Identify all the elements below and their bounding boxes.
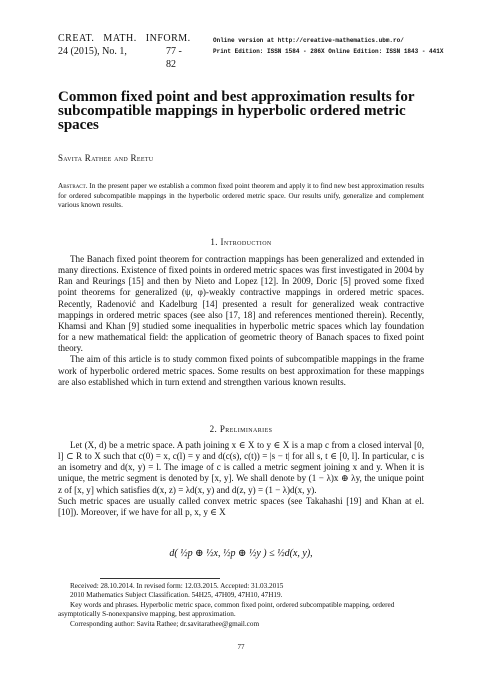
section-heading-introduction — [58, 237, 424, 247]
footnote-rule — [100, 578, 220, 579]
section-title: Introduction — [220, 237, 272, 247]
print-edition: Print Edition: ISSN 1584 - 286X Online Edition: ISSN 1843 - 441X — [213, 48, 444, 55]
online-version: Online version at http://creative-mathematics.ubm.ro/ — [213, 37, 404, 44]
journal-volume — [58, 45, 191, 70]
abstract-text: In the present paper we establish a common fixed point theorem and apply it to find new best approximation results for ordered subcompatible mappings in the hyperbolic ordered metric space. Our results unify, generalize and complement various known results. — [58, 182, 425, 210]
paper-authors: Savita Rathee and Reetu — [58, 153, 154, 163]
preliminaries-body — [58, 440, 424, 518]
footnotes — [58, 582, 424, 629]
paragraph: The aim of this article is to study common fixed points of subcompatible mappings in the frame work of hyperbolic ordered metric spaces. Some results on best approximation for these mappings are also established which in turn extend and strengthen various known results. — [58, 354, 424, 387]
paragraph: Let (X, d) be a metric space. A path joining x ∈ X to y ∈ X is a map c from a closed interval [0, l] ⊂ R to X such that c(0) = x, c(l) = y and d(c(s), c(t)) = |s − t| for all s, t ∈ [0, l]. In particular, c is an isometry and d(x, y) = l. The image of c is called a metric segment joining x and y. When it is unique, the metric segment is denoted by [x, y]. We shall denote by (1 − λ)x ⊕ λy, the unique point z of [x, y] which satisfies d(x, z) = λd(x, y) and d(z, y) = (1 − λ)d(x, y). — [58, 440, 424, 495]
page-number: 77 — [237, 643, 245, 651]
section-heading-preliminaries — [58, 424, 424, 434]
section-number: 1. — [210, 237, 218, 247]
msc-classification: 2010 Mathematics Subject Classification. 54H25, 47H09, 47H10, 47H19. — [70, 591, 283, 600]
section-number: 2. — [209, 424, 218, 434]
journal-name: CREAT. MATH. INFORM. — [58, 33, 191, 44]
paragraph: The Banach fixed point theorem for contraction mappings has been generalized and extended in many directions. Existence of fixed points in ordered metric spaces was first investigated in 2004 by Ran and Reurings [15] and then by Nieto and Lopez [12]. In 2009, Doric [5] proved some fixed point theorems for generalized (ψ, φ)-weakly contractive mappings in ordered metric spaces. Recently, Radenović and Kadelburg [14] presented a result for generalized weak contractive mappings in ordered metric spaces (see also [17, 18] and references mentioned therein). Recently, Khamsi and Khan [9] studied some inequalities in hyperbolic metric spaces which lay foundation for a new mathematical field: the application of geometric theory of Banach spaces to fixed point theory. — [58, 254, 424, 354]
paragraph: Such metric spaces are usually called convex metric spaces (see Takahashi [19] and Khan at el. [10]). Moreover, if we have for all p, x, y ∈ X — [58, 495, 424, 517]
edition-info — [213, 35, 443, 57]
journal-pages: 77 - 82 — [166, 46, 182, 70]
corresponding-author: Corresponding author: Savita Rathee; dr.savitarathee@gmail.com — [70, 619, 260, 628]
journal-issue: 24 (2015), No. 1, — [58, 46, 127, 57]
display-formula: d( ½p ⊕ ½x, ½p ⊕ ½y ) ≤ ½d(x, y), — [169, 548, 313, 559]
journal-header — [58, 32, 191, 70]
received-dates: Received: 28.10.2014. In revised form: 12.03.2015. Accepted: 31.03.2015 — [70, 582, 284, 590]
abstract-label: Abstract. — [58, 182, 88, 190]
section-title: Preliminaries — [219, 424, 273, 434]
paper-title: Common fixed point and best approximation results for subcompatible mappings in hyperbolic ordered metric spaces — [58, 89, 415, 133]
introduction-body — [58, 254, 424, 388]
abstract — [58, 182, 424, 211]
keywords: Key words and phrases. Hyperbolic metric space, common fixed point, ordered subcompatible mapping, ordered asymptotically S-nonexpansive mapping, best approximation. — [58, 600, 395, 619]
